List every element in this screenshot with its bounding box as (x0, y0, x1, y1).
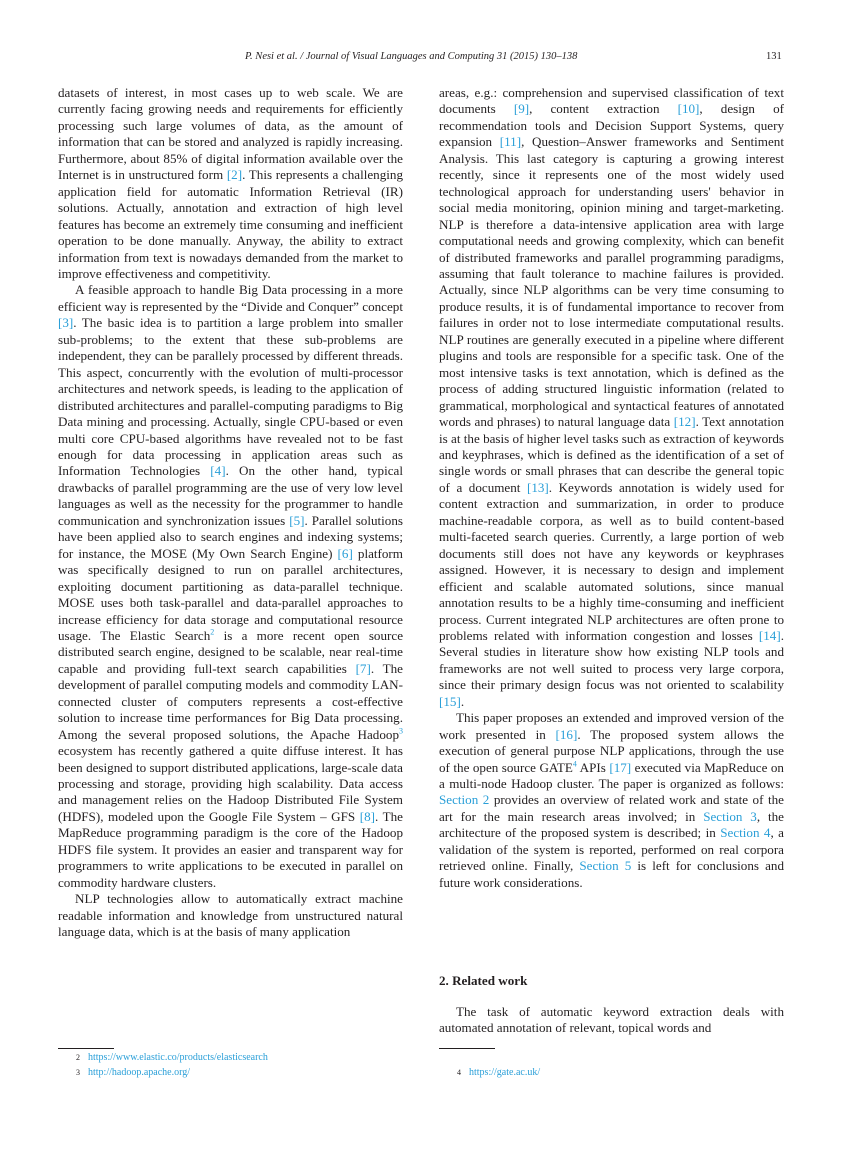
right-column (439, 85, 784, 891)
footnote-link[interactable]: https://www.elastic.co/products/elasticsearch (88, 1052, 268, 1063)
reference-link[interactable]: [6] (337, 545, 353, 561)
reference-link[interactable]: [2] (226, 167, 243, 183)
page-number: 131 (766, 51, 782, 62)
paragraph: A feasible approach to handle Big Data processing in a more efficient way is represented by the “Divide and Conquer” concept [3]. The basic idea is to partition a large problem into smaller sub-problems; to the extent that these sub-problems are independent, they can be parallely processed by different threads. This aspect, concurrently with the evolution of multi-processor architectures and network speeds, is leading to the application of distributed architectures and parallel-computing paradigms to Big Data mining and processing. Actually, single CPU-based or even multi core CPU-based algorithms have revealed not to be fast enough for data processing in application areas such as Information Technologies [4]. On the other hand, typical drawbacks of parallel programming are the use of very low level languages as well as the necessity for the programmer to handle communication and synchronization issues [5]. Parallel solutions have been applied also to search engines and indexing systems; for instance, the MOSE (My Own Search Engine) [6] platform was specifically designed to run on parallel architectures, exploiting document partitioning as data-parallel technique. MOSE uses both task-parallel and data-parallel approaches to increase efficiency for data storage and computational resource usage. The Elastic Search$^2$ is a more recent open source distributed search engine, designed to be scalable, near real-time capable and providing full-text search capabilities [7]. The development of parallel computing models and commodity LAN-connected cluster of computers represents a cost-effective solution to increase time performances for Big Data processing. Among the several proposed solutions, the Apache Hadoop$^3$ ecosystem has recently gathered a quite diffuse interest. It has been designed to support distributed applications, large-scale data processing and storage, providing high scalability. Data access and management relies on the Hadoop Distributed File System (HDFS), modeled upon the Google File System – GFS [8]. The MapReduce programming paradigm is the core of the Hadoop HDFS file system. It provides an easier and transparent way for programmers to write applications to be executed in parallel on commodity hardware clusters. (58, 282, 404, 890)
footnote-link[interactable]: https://gate.ac.uk/ (469, 1067, 541, 1078)
section-heading: 2. Related work (439, 973, 528, 988)
footnote-marker[interactable]: 2 (210, 627, 215, 637)
paragraph: areas, e.g.: comprehension and supervised classification of text documents [9], content extraction [10], design of recommendation tools and Decision Support Systems, query expansion [11], Question–Answer frameworks and Sentiment Analysis. This last category is capturing a growing interest recently, since it represents one of the most widely used technological approach for understanding users' behavior in social media monitoring, opinion mining and target-marketing. NLP is therefore a data-intensive application area with large computational needs and growing complexity, which can benefit of distributed frameworks and parallel programming paradigms, assuming that fault tolerance to machine failures is provided. Actually, since NLP algorithms can be very time consuming to produce results, it is of fundamental importance to recover from failures in order not to lose intermediate computational results. NLP routines are generally executed in a pipeline where different plugins and tools are responsible for a specific task. One of the most intensive tasks is text annotation, which is defined as the process of adding structured linguistic information (related to grammatical, morphological and syntactical features of annotated words and phrases) to natural language data [12]. Text annotation is at the basis of higher level tasks such as extraction of keywords and keyphrases, which is defined as the identification of a set of single words or small phrases that can describe the general topic of a document [13]. Keywords annotation is widely used for content extraction and summarization, in order to produce machine-readable corpora, as well as to build content-based multi-faceted search queries. Currently, a large portion of web documents still does not have any keywords or keyphrases assigned. However, it is necessary to design and implement efficient and scalable automated solutions, since manual annotation results to be a highly time-consuming and inefficient process. Current integrated NLP architectures are often prone to problems related with information congestion and losses [14]. Several studies in literature show how existing NLP tools and frameworks are not well suited to process very large corpora, since their primary design focus was not oriented to scalability [15]. (439, 85, 784, 709)
footnote-2 (76, 1050, 268, 1065)
reference-link[interactable]: [16] (555, 726, 578, 742)
footnote-rule (439, 1048, 495, 1049)
footnote-number: 2 (76, 1053, 80, 1062)
reference-link[interactable]: [15] (439, 693, 461, 709)
reference-link[interactable]: Section 3 (703, 808, 757, 824)
paragraph: NLP technologies allow to automatically extract machine readable information and knowledge from unstructured natural language data, which is at the basis of many application (58, 891, 403, 940)
reference-link[interactable]: [14] (758, 627, 781, 643)
reference-link[interactable]: [3] (58, 315, 74, 331)
journal-citation: P. Nesi et al. / Journal of Visual Languages and Computing 31 (2015) 130–138 (245, 51, 578, 62)
footnote-marker[interactable]: 3 (399, 726, 403, 736)
reference-link[interactable]: Section 2 (439, 792, 490, 808)
paragraph: The task of automatic keyword extraction deals with automated annotation of relevant, topical words and (439, 1004, 784, 1036)
reference-link[interactable]: [13] (526, 479, 549, 495)
reference-link[interactable]: [7] (355, 660, 371, 676)
reference-link[interactable]: [5] (289, 512, 305, 528)
footnote-link[interactable]: http://hadoop.apache.org/ (88, 1067, 191, 1078)
footnote-rule (58, 1048, 114, 1049)
reference-link[interactable]: [17] (609, 759, 632, 775)
reference-link[interactable]: [4] (210, 463, 226, 479)
reference-link[interactable]: Section 5 (579, 858, 632, 874)
footnote-number: 4 (457, 1068, 461, 1077)
reference-link[interactable]: [11] (499, 134, 522, 150)
paragraph: This paper proposes an extended and improved version of the work presented in [16]. The proposed system allows the execution of general purpose NLP applications, through the use of the open source GATE$^4$ APIs [17] executed via MapReduce on a multi-node Hadoop cluster. The paper is organized as follows: Section 2 provides an overview of related work and state of the art for the main research areas involved; in Section 3, the architecture of the proposed system is described; in Section 4, a validation of the system is reported, performed on real corpora retrieved online. Finally, Section 5 is left for conclusions and future work considerations. (439, 710, 785, 890)
left-column (58, 85, 403, 941)
footnote-marker[interactable]: 4 (572, 759, 577, 769)
reference-link[interactable]: [9] (513, 101, 530, 117)
reference-link[interactable]: [12] (673, 414, 696, 430)
footnote-4 (457, 1065, 540, 1080)
footnote-3 (76, 1065, 190, 1080)
footnote-number: 3 (76, 1068, 80, 1077)
paragraph: datasets of interest, in most cases up to web scale. We are currently facing growing needs and requirements for efficiently processing such large volumes of data, as the amount of information that can be stored and analyzed is rapidly increasing. Furthermore, about 85% of digital information available over the Internet is in unstructured form [2]. This represents a challenging application field for automatic Information Retrieval (IR) solutions. Actually, annotation and extraction of high level features has become an extremely time consuming and inefficient operation to be done manually. Anyway, the ability to extract information from text is nowadays demanded from the market to improve effectiveness and competitivity. (58, 85, 403, 281)
reference-link[interactable]: [8] (359, 808, 376, 824)
reference-link[interactable]: Section 4 (720, 825, 771, 841)
reference-link[interactable]: [10] (677, 101, 700, 117)
